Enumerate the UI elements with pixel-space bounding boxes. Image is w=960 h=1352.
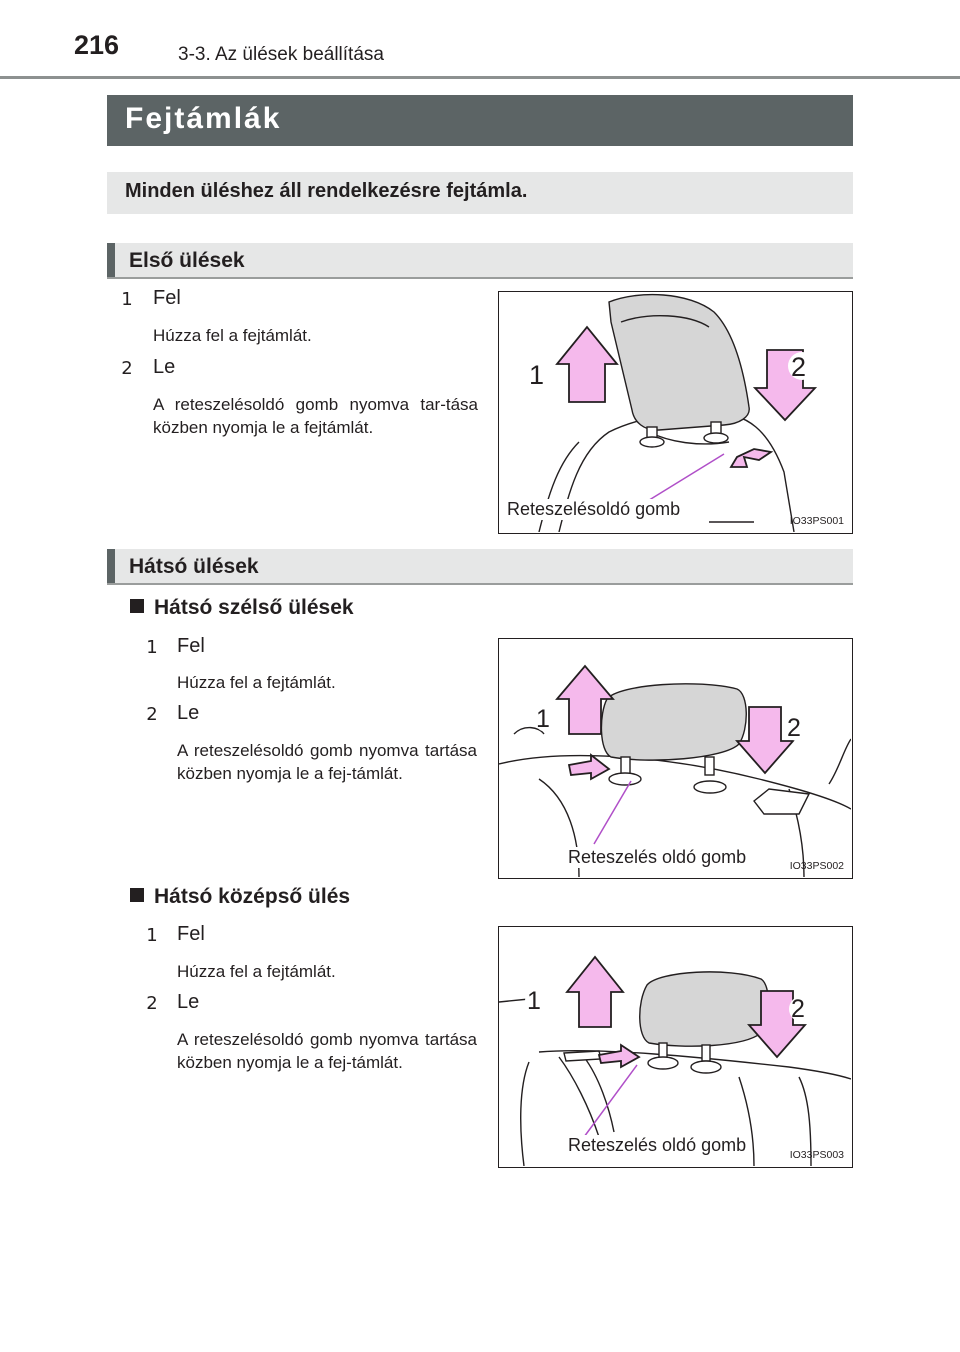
figure-caption: Reteszelés oldó gomb [568,1135,747,1155]
front-seats-heading: Első ülések [129,249,245,272]
rear-outer-headrest-illustration [499,639,851,877]
number-marker-2: 2 [121,358,133,379]
title-bar [107,95,853,146]
figure-marker-1: 1 [536,705,550,733]
rear-middle-down-label: Le [177,991,200,1013]
front-item-down-label: Le [153,356,176,378]
front-item-up-text: Húzza fel a fejtámlát. [153,326,312,345]
intro-band [107,172,853,214]
number-marker-2: 2 [146,704,158,725]
figure-caption: Reteszelésoldó gomb [507,499,681,519]
number-marker-1: 1 [146,637,158,658]
section-path: 3-3. Az ülések beállítása [178,44,384,65]
rear-outer-heading [130,596,354,620]
rear-outer-up-text: Húzza fel a fejtámlát. [177,673,336,692]
rear-outer-headrest-figure [498,638,853,879]
figure-caption: Reteszelés oldó gomb [568,847,747,867]
header-rule [0,76,960,79]
intro-text: Minden üléshez áll rendelkezésre fejtámla. [125,180,528,202]
figure-code: IO33PS003 [789,1149,844,1161]
square-bullet-icon [130,599,144,613]
number-marker-1: 1 [146,925,158,946]
figure-code: IO33PS002 [789,860,844,872]
rear-outer-heading-text: Hátsó szélső ülések [154,596,354,619]
figure-marker-1: 1 [529,360,545,390]
number-marker-1: 1 [121,289,133,310]
rear-outer-down-text: A reteszelésoldó gomb nyomva tartása közben nyomja le a fej-támlát. [177,741,477,783]
rear-seats-heading-bar [107,549,853,585]
figure-marker-2: 2 [791,352,807,382]
rear-middle-heading [130,885,350,909]
rear-middle-up-label: Fel [177,923,205,945]
rear-middle-headrest-illustration [499,927,851,1166]
heading-accent [107,549,115,583]
heading-accent [107,243,115,277]
rear-seats-heading: Hátsó ülések [129,555,259,578]
front-item-up-label: Fel [153,287,181,309]
number-marker-2: 2 [146,993,158,1014]
front-headrest-figure [498,291,853,534]
page-number: 216 [74,30,120,60]
front-item-down-text: A reteszelésoldó gomb nyomva tar-tása közben nyomja le a fejtámlát. [153,395,478,437]
figure-marker-2: 2 [787,714,801,742]
figure-marker-1: 1 [527,987,541,1015]
rear-outer-down-label: Le [177,702,200,724]
front-headrest-illustration [499,292,851,532]
rear-middle-headrest-figure [498,926,853,1168]
rear-middle-down-text: A reteszelésoldó gomb nyomva tartása közben nyomja le a fej-támlát. [177,1030,477,1072]
figure-marker-2: 2 [791,995,805,1023]
figure-code: IO33PS001 [789,515,844,527]
rear-outer-up-label: Fel [177,635,205,657]
front-seats-heading-bar [107,243,853,279]
rear-middle-up-text: Húzza fel a fejtámlát. [177,962,336,981]
page-title: Fejtámlák [125,102,282,135]
rear-middle-heading-text: Hátsó középső ülés [154,885,351,908]
square-bullet-icon [130,888,144,902]
